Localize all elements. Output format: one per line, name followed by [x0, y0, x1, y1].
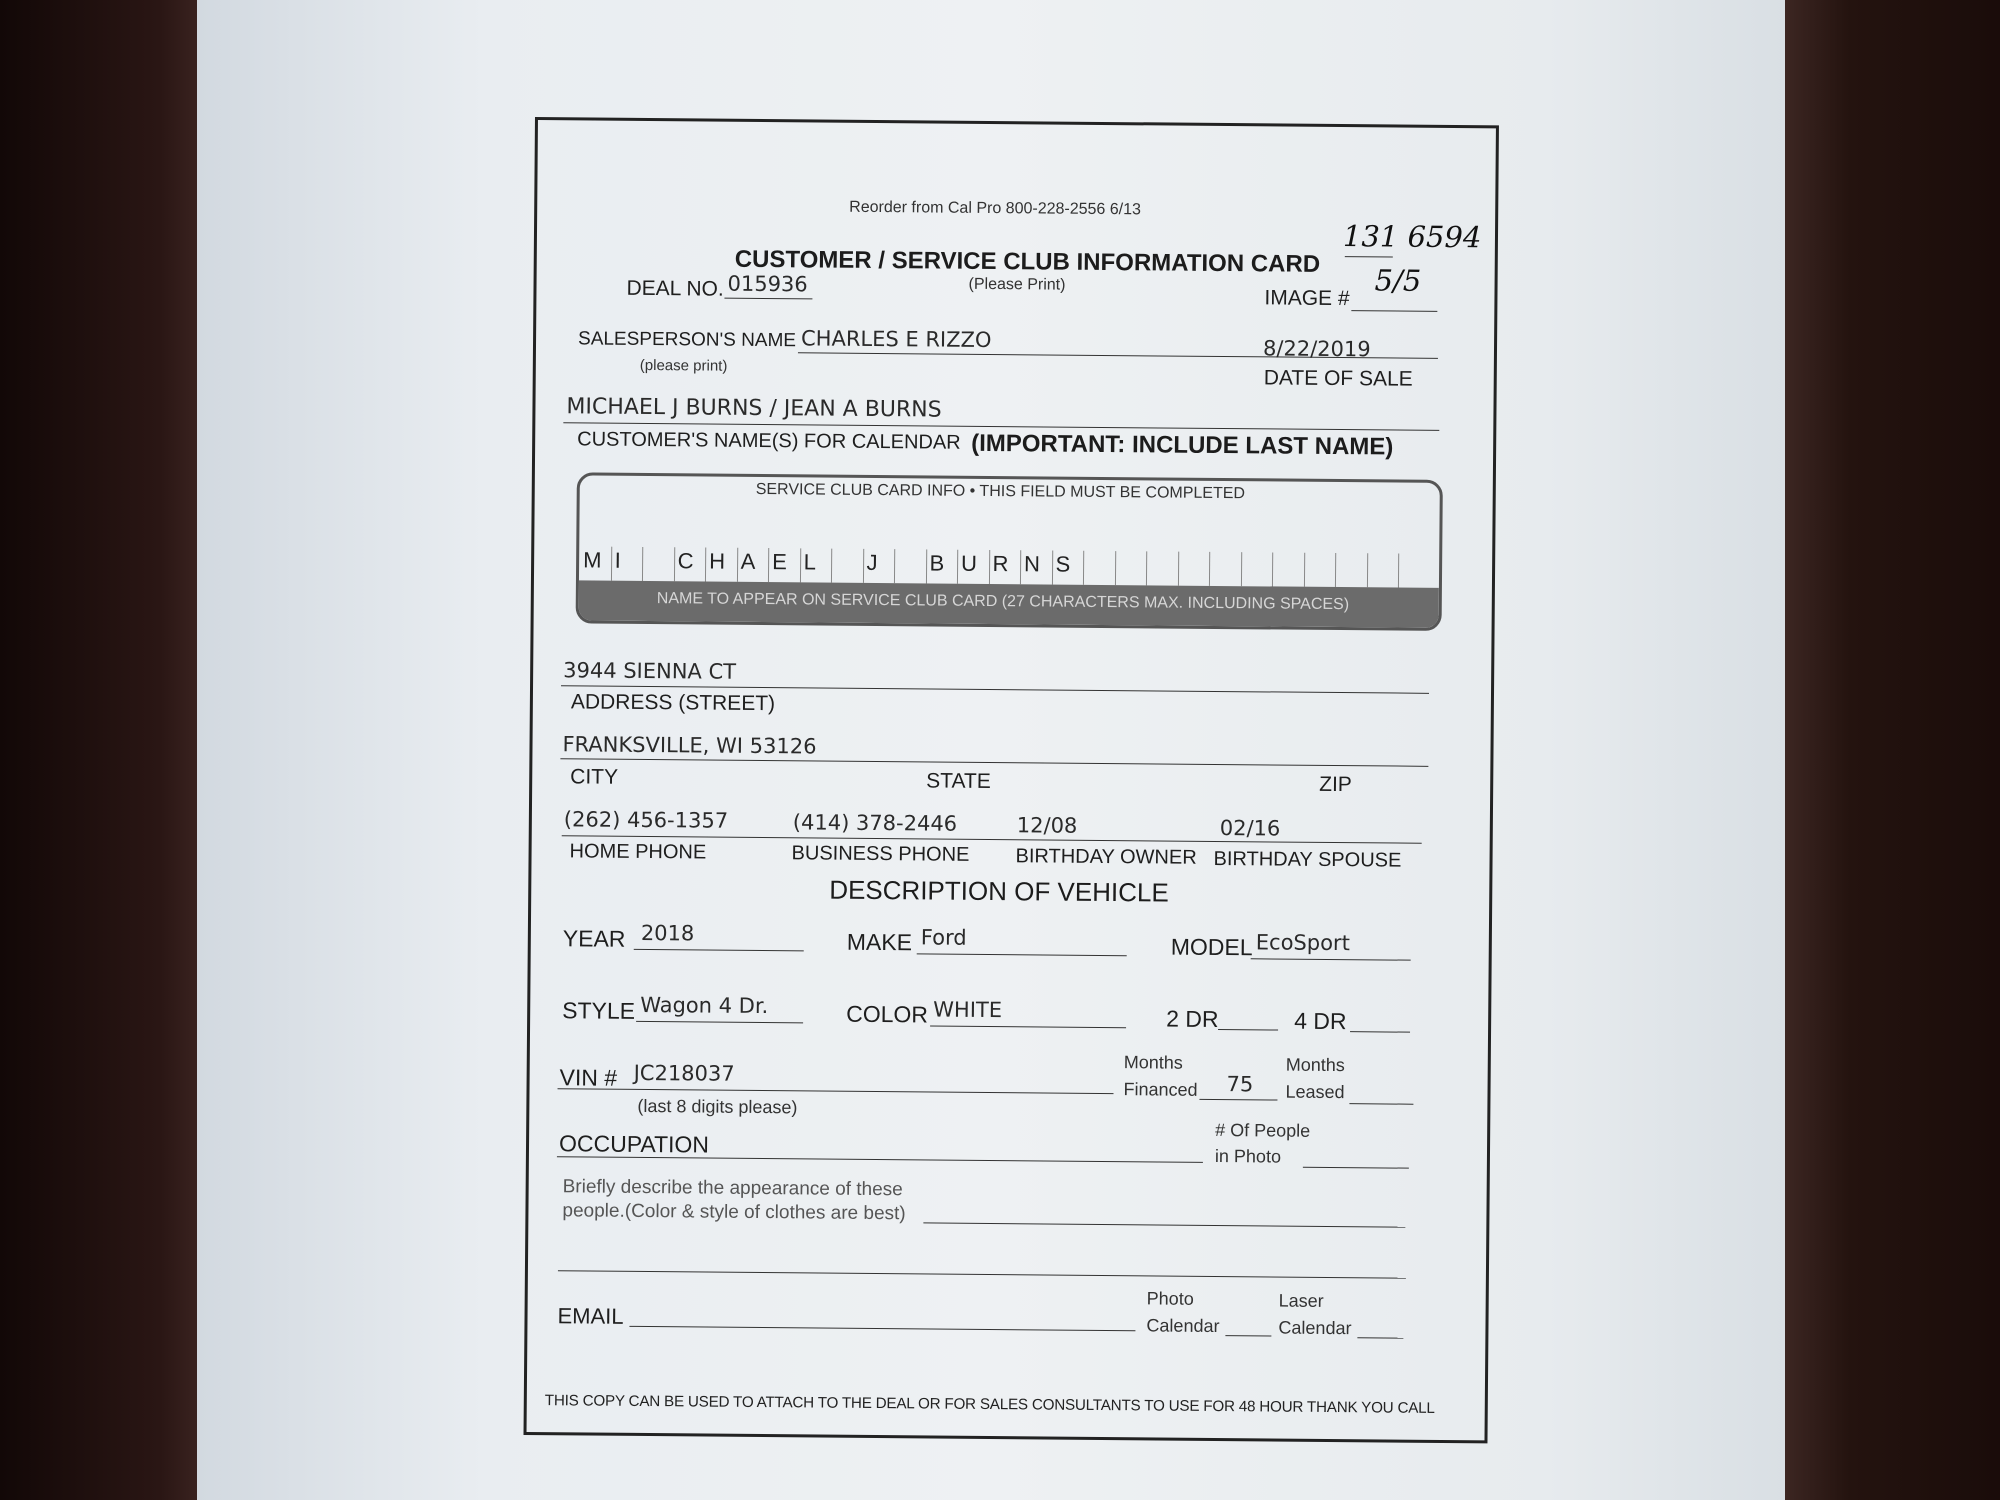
sale-date-label: DATE OF SALE	[1263, 366, 1413, 391]
months-leased-line[interactable]	[1349, 1103, 1413, 1105]
year-label: YEAR	[562, 925, 626, 952]
character-cell-divider	[768, 548, 769, 582]
character-cell-divider	[1177, 552, 1178, 586]
months-financed-label-top: Months	[1123, 1052, 1183, 1073]
business-phone-label: BUSINESS PHONE	[791, 842, 970, 866]
character-cell-divider	[1272, 552, 1273, 586]
deal-number-label: DEAL NO.	[626, 276, 724, 301]
character-cell-divider	[862, 549, 863, 583]
character-cell-letter: R	[992, 551, 1009, 577]
make-label: MAKE	[846, 928, 913, 956]
salesperson-sublabel: (please print)	[639, 356, 728, 375]
people-in-photo-label-top: # Of People	[1215, 1119, 1311, 1141]
color-value[interactable]: WHITE	[933, 997, 1003, 1023]
salesperson-value[interactable]: CHARLES E RIZZO	[800, 326, 992, 352]
describe-people-line-2[interactable]	[558, 1270, 1406, 1278]
please-print-note: (Please Print)	[968, 275, 1066, 294]
street-value[interactable]: 3944 SIENNA CT	[563, 658, 737, 684]
describe-people-line[interactable]	[923, 1222, 1405, 1227]
character-cell-divider	[736, 548, 737, 582]
sale-date-value[interactable]: 8/22/2019	[1262, 336, 1371, 362]
laser-calendar-label: Calendar	[1278, 1317, 1352, 1339]
customer-names-label: CUSTOMER'S NAME(S) FOR CALENDAR	[577, 428, 961, 454]
make-value[interactable]: Ford	[920, 925, 967, 950]
character-cell-letter: B	[929, 550, 945, 576]
city-value[interactable]: FRANKSVILLE, WI 53126	[562, 732, 817, 759]
character-cell-divider	[1366, 553, 1367, 587]
months-financed-line	[1199, 1099, 1277, 1101]
occupation-label: OCCUPATION	[558, 1130, 710, 1158]
home-phone-value[interactable]: (262) 456-1357	[563, 807, 729, 833]
form-footer-note: THIS COPY CAN BE USED TO ATTACH TO THE DEAL OR FOR SALES CONSULTANTS TO USE FOR 48 HOUR THANK YOU CALL	[544, 1392, 1435, 1417]
character-cell-divider	[1114, 551, 1115, 585]
character-cell-divider	[1146, 551, 1147, 585]
people-in-photo-line[interactable]	[1303, 1167, 1409, 1169]
describe-people-line2: people.(Color & style of clothes are best)	[562, 1200, 906, 1225]
email-line[interactable]	[629, 1326, 1135, 1331]
make-line	[917, 953, 1127, 956]
character-cell-divider	[1303, 553, 1304, 587]
vin-value[interactable]: JC218037	[633, 1060, 735, 1086]
character-cell-divider	[705, 548, 706, 582]
birthday-owner-value[interactable]: 12/08	[1016, 813, 1078, 838]
color-line	[930, 1025, 1126, 1028]
color-label: COLOR	[846, 1000, 929, 1028]
vin-sublabel: (last 8 digits please)	[637, 1095, 798, 1118]
birthday-owner-label: BIRTHDAY OWNER	[1015, 845, 1197, 869]
character-cell-divider	[1398, 554, 1399, 588]
handwritten-fraction: 5/5	[1374, 263, 1422, 298]
laser-calendar-line[interactable]	[1357, 1337, 1403, 1338]
email-label: EMAIL	[557, 1303, 624, 1329]
character-cell-letter: A	[740, 548, 756, 574]
street-label: ADDRESS (STREET)	[570, 690, 776, 716]
form-title: CUSTOMER / SERVICE CLUB INFORMATION CARD	[734, 245, 1321, 278]
service-club-card-box	[576, 472, 1443, 631]
character-cell-divider	[957, 550, 958, 584]
table-surface-left	[0, 0, 200, 1500]
model-line	[1251, 958, 1411, 960]
character-cell-divider	[894, 549, 895, 583]
deal-number-line	[724, 298, 812, 300]
character-cell-divider	[1020, 550, 1021, 584]
character-cell-letter: C	[677, 548, 694, 574]
style-value[interactable]: Wagon 4 Dr.	[640, 992, 769, 1019]
character-cell-letter: H	[709, 548, 726, 574]
handwritten-underline	[1345, 256, 1393, 257]
character-cell-letter: E	[772, 549, 787, 575]
service-card-footer-bar	[579, 580, 1439, 628]
character-cell-letter: M	[583, 547, 602, 573]
character-cell-divider	[673, 547, 674, 581]
service-card-footer-text: NAME TO APPEAR ON SERVICE CLUB CARD (27 CHARACTERS MAX. INCLUDING SPACES)	[656, 590, 1350, 614]
character-cell-divider	[925, 549, 926, 583]
vin-line	[558, 1088, 1114, 1094]
year-value[interactable]: 2018	[640, 920, 695, 946]
describe-people-line1: Briefly describe the appearance of these	[562, 1176, 903, 1201]
photo-calendar-line[interactable]	[1225, 1335, 1271, 1336]
handwritten-number: 131 6594	[1342, 219, 1482, 255]
character-cell-letter: N	[1024, 551, 1041, 577]
style-line	[636, 1021, 803, 1023]
character-cell-divider	[1083, 551, 1084, 585]
character-cell-divider	[1051, 551, 1052, 585]
city-label: CITY	[570, 765, 619, 789]
two-door-line[interactable]	[1218, 1029, 1278, 1031]
service-card-heading: SERVICE CLUB CARD INFO • THIS FIELD MUST BE COMPLETED	[755, 480, 1246, 503]
months-leased-label-top: Months	[1285, 1054, 1345, 1076]
character-cell-letter: L	[803, 549, 816, 575]
two-door-label: 2 DR	[1166, 1005, 1219, 1032]
laser-calendar-label-top: Laser	[1278, 1290, 1324, 1311]
character-cell-letter: U	[961, 550, 978, 576]
four-door-line[interactable]	[1350, 1031, 1410, 1033]
business-phone-value[interactable]: (414) 378-2446	[792, 810, 958, 836]
salesperson-label: SALESPERSON'S NAME	[577, 328, 797, 352]
months-financed-value[interactable]: 75	[1226, 1072, 1254, 1097]
customer-names-value[interactable]: MICHAEL J BURNS / JEAN A BURNS	[566, 394, 942, 423]
months-leased-label: Leased	[1285, 1081, 1345, 1103]
state-label: STATE	[926, 769, 991, 794]
character-cell-divider	[1209, 552, 1210, 586]
model-value[interactable]: EcoSport	[1255, 930, 1350, 956]
zip-label: ZIP	[1319, 772, 1352, 797]
year-line	[634, 949, 804, 951]
occupation-line[interactable]	[557, 1156, 1203, 1163]
character-cell-divider	[642, 547, 643, 581]
deal-number-value[interactable]: 015936	[727, 271, 808, 297]
four-door-label: 4 DR	[1294, 1007, 1347, 1035]
photo-calendar-label: Calendar	[1146, 1315, 1220, 1337]
birthday-spouse-value[interactable]: 02/16	[1219, 816, 1281, 841]
image-number-line[interactable]	[1351, 310, 1437, 312]
birthday-spouse-label: BIRTHDAY SPOUSE	[1213, 847, 1402, 872]
home-phone-label: HOME PHONE	[569, 840, 707, 864]
character-cell-divider	[1240, 552, 1241, 586]
months-financed-label: Financed	[1123, 1079, 1198, 1100]
include-last-name-note: (IMPORTANT: INCLUDE LAST NAME)	[971, 429, 1394, 461]
city-line	[560, 758, 1428, 767]
image-number-label: IMAGE #	[1264, 286, 1350, 311]
character-cell-divider	[988, 550, 989, 584]
character-cell-letter: I	[614, 547, 621, 573]
character-cell-letter: J	[866, 549, 878, 576]
character-cell-divider	[831, 549, 832, 583]
character-cell-letter: S	[1055, 551, 1071, 577]
vin-label: VIN #	[559, 1064, 618, 1091]
people-in-photo-label: in Photo	[1214, 1145, 1282, 1167]
information-card-form	[523, 117, 1498, 1443]
model-label: MODEL	[1170, 933, 1253, 961]
photo-calendar-label-top: Photo	[1146, 1288, 1194, 1309]
character-cell-divider	[799, 548, 800, 582]
table-surface-right	[1785, 0, 2000, 1500]
style-label: STYLE	[562, 997, 636, 1024]
character-cell-divider	[1335, 553, 1336, 587]
vehicle-heading: DESCRIPTION OF VEHICLE	[829, 874, 1169, 908]
character-cell-divider	[610, 547, 611, 581]
reorder-note: Reorder from Cal Pro 800-228-2556 6/13	[849, 198, 1142, 219]
